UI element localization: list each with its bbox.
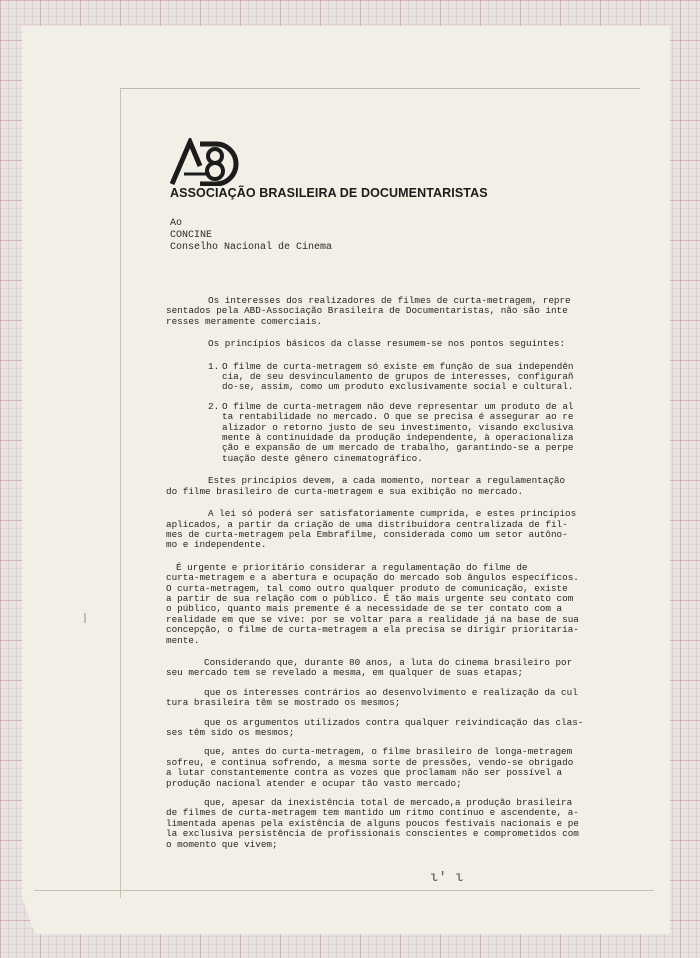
- recipient-block: [170, 218, 332, 254]
- text-line: mo e independente.: [166, 539, 267, 551]
- text-line: a partir de sua relação com o público. É tão mais urgente seu contato com: [166, 592, 574, 604]
- text-line: O filme de curta-metragem não deve representar um produto de al: [222, 400, 574, 412]
- text-line: a lutar constantemente contra as vozes que proclamam não ser possível a: [166, 767, 563, 779]
- list-number: 2.: [208, 400, 220, 412]
- paragraph: [166, 747, 630, 789]
- text-line: realidade em que se vive: por se voltar para a realidade já na base de sua: [166, 613, 579, 625]
- text-line: tura brasileira têm se mostrado os mesmos;: [166, 697, 401, 709]
- list-item: [166, 402, 630, 464]
- organization-name: ASSOCIAÇÃO BRASILEIRA DE DOCUMENTARISTAS: [170, 186, 488, 200]
- text-line: limentada apenas pela existência de alguns poucos festivais nacionais e pe: [166, 817, 579, 829]
- text-line: do-se, assim, como um produto exclusivamente social e cultural.: [222, 381, 574, 393]
- text-line: sofreu, e continua sofrendo, a mesma sorte de pressões, vendo-se obrigado: [166, 756, 574, 768]
- text-line: o momento que vivem;: [166, 838, 278, 850]
- text-line: do filme brasileiro de curta-metragem e sua exibição no mercado.: [166, 485, 524, 497]
- list-item: [166, 362, 630, 393]
- abd-logo: [170, 138, 240, 186]
- text-line: É urgente e prioritário considerar a regulamentação do filme de: [176, 561, 528, 573]
- text-line: O curta-metragem, tal como outro qualquer produto de comunicação, existe: [166, 582, 568, 594]
- text-line: sentados pela ABD-Associação Brasileira de Documentaristas, não são inte: [166, 305, 568, 317]
- text-line: produção nacional atender e ocupar tão vasto mercado;: [166, 777, 462, 789]
- text-line: mente.: [166, 634, 200, 646]
- printed-frame-top: [120, 88, 640, 89]
- text-line: resses meramente comerciais.: [166, 315, 323, 327]
- list-number: 1.: [208, 360, 220, 372]
- paragraph: [166, 718, 630, 739]
- text-line: seu mercado tem se revelado a mesma, em qualquer de suas etapas;: [166, 667, 524, 679]
- text-line: la exclusiva persistência de profissionais conscientes e comprometidos com: [166, 828, 579, 840]
- text-line: Considerando que, durante 80 anos, a luta do cinema brasileiro por: [204, 656, 573, 668]
- text-line: Os princípios básicos da classe resumem-se nos pontos seguintes:: [208, 338, 566, 350]
- text-line: de filmes de curta-metragem tem mantido um ritmo contínuo e ascendente, a-: [166, 807, 579, 819]
- text-line: ção e expansão de um mercado de trabalho, garantindo-se a perpe: [222, 442, 574, 454]
- paragraph: [166, 296, 630, 327]
- stray-mark: /: [78, 611, 93, 627]
- printed-frame-left: [120, 88, 121, 898]
- paragraph: [166, 563, 630, 646]
- text-line: cia, de seu desvinculamento de grupos de interesses, configurañ: [222, 371, 574, 383]
- recipient-line: CONCINE: [170, 230, 213, 241]
- text-line: aplicados, a partir da criação de uma distribuidora centralizada de fil-: [166, 518, 568, 530]
- printed-frame-bottom: [34, 890, 654, 891]
- text-line: que, antes do curta-metragem, o filme brasileiro de longa-metragem: [204, 746, 573, 758]
- paragraph: [166, 688, 630, 709]
- text-line: A lei só poderá ser satisfatoriamente cumprida, e estes princípios: [208, 508, 577, 520]
- text-line: Os interesses dos realizadores de filmes de curta-metragem, repre: [208, 295, 571, 306]
- text-line: que os argumentos utilizados contra qualquer reivindicação das clas-: [204, 716, 584, 728]
- paragraph: [166, 476, 630, 497]
- text-line: concepção, o filme de curta-metragem a ela precisa se dirigir prioritaria-: [166, 624, 579, 636]
- paragraph: [166, 658, 630, 679]
- paragraph: [166, 509, 630, 551]
- paragraph: [166, 339, 630, 349]
- text-line: que, apesar da inexistência total de mercado,a produção brasileira: [204, 797, 573, 809]
- text-line: Estes princípios devem, a cada momento, nortear a regulamentação: [208, 475, 566, 487]
- text-line: alizador o retorno justo de seu investimento, visando exclusiva: [222, 421, 574, 433]
- recipient-line: Ao: [170, 218, 183, 229]
- text-line: mes de curta-metragem pela Embrafilme, considerada como um setor autôno-: [166, 528, 568, 540]
- text-line: ses têm sido os mesmos;: [166, 727, 295, 738]
- text-line: que os interesses contrários ao desenvolvimento e realização da cul: [204, 686, 578, 698]
- paragraph: [166, 798, 630, 850]
- text-line: O filme de curta-metragem só existe em função de sua independên: [222, 360, 574, 372]
- text-line: ta rentabilidade no mercado. O que se precisa é assegurar ao re: [222, 411, 574, 423]
- text-line: tuação deste gênero cinematográfico.: [222, 452, 423, 464]
- letter-body: [166, 296, 630, 850]
- text-line: o público, quanto mais premente é a necessidade de se ter contato com a: [166, 603, 563, 615]
- handwritten-mark: ι' ι: [430, 870, 464, 886]
- text-line: curta-metragem e a abertura e ocupação do mercado sob ângulos específicos.: [166, 572, 579, 584]
- text-line: mente à continuidade da produção independente, à operacionaliza: [222, 432, 574, 444]
- recipient-line: Conselho Nacional de Cinema: [170, 242, 333, 253]
